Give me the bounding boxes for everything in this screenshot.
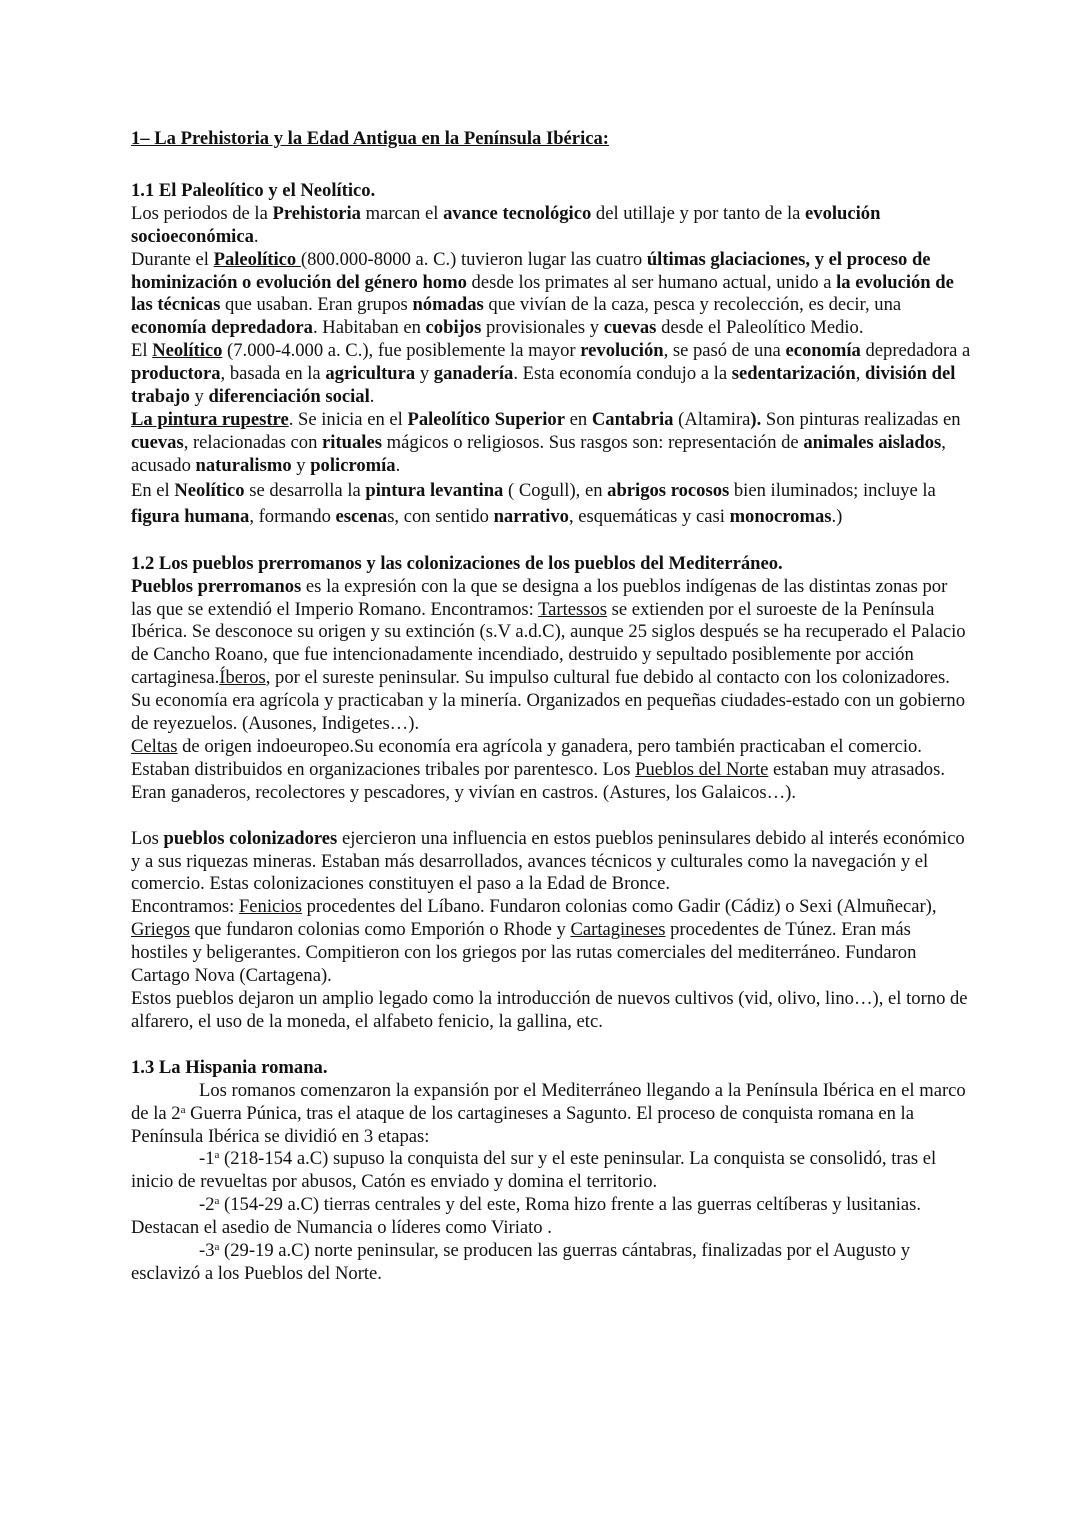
paragraph-pueblos-prerromanos: Pueblos prerromanos es la expresión con la que se designa a los pueblos indígenas de las distintas zonas por las que se extendió el Imperio Romano. Encontramos: Tartessos se extienden por el suroeste de la Península Ibérica. Se desconoce su origen y su extinción (s.V a.d.C), aunque 25 siglos después se ha recuperado el Palacio de Cancho Roano, que fue intencionadamente incendiado, destruido y sepultado posiblemente por acción cartaginesa.Íberos, por el sureste peninsular. Su impulso cultural fue debido al contacto con los colonizadores. Su economía era agrícola y practicaban y la minería. Organizados en pequeñas ciudades-estado con un gobierno de reyezuelos. (Ausones, Indigetes…). Celtas de origen indoeuropeo.Su economía era agrícola y ganadera, pero también practicaban el comercio. Estaban distribuidos en organizaciones tribales por parentesco. Los Pueblos del Norte estaban muy atrasados. Eran ganaderos, recolectores y pescadores, y vivían en castros. (Astures, los Galaicos…). [131, 575, 966, 803]
paragraph-hispania-romana: Los romanos comenzaron la expansión por el Mediterráneo llegando a la Península Ibérica en el marco de la 2$^a$ Guerra Púnica, tras el ataque de los cartagineses a Sagunto. El proceso de conquista romana en la Península Ibérica se dividió en 3 etapas: [131, 1079, 966, 1147]
paragraph-pintura-levantina: En el Neolítico se desarrolla la pintura levantina ( Cogull), en abrigos rocosos bien iluminados; incluye la figura humana, formando escenas, con sentido narrativo, esquemáticas y casi monocromas.) [131, 479, 936, 527]
section-heading-1-2: 1.2 Los pueblos prerromanos y las colonizaciones de los pueblos del Mediterráneo. [131, 552, 783, 574]
stage-3: -3$^a$ (29-19 a.C) norte peninsular, se producen las guerras cántabras, finalizadas por el Augusto y esclavizó a los Pueblos del Norte. [131, 1240, 911, 1284]
paragraph-pintura-rupestre: La pintura rupestre. Se inicia en el Paleolítico Superior en Cantabria (Altamira). Son pinturas realizadas en cuevas, relacionadas con rituales mágicos o religiosos. Sus rasgos son: representación de animales aislados, acusado naturalismo y policromía. [131, 408, 961, 476]
paragraph-paleolitico: Durante el Paleolítico (800.000-8000 a. C.) tuvieron lugar las cuatro últimas glaciaciones, y el proceso de hominización o evolución del género homo desde los primates al ser humano actual, unido a la evolución de las técnicas que usaban. Eran grupos nómadas que vivían de la caza, pesca y recolección, es decir, una economía depredadora. Habitaban en cobijos provisionales y cuevas desde el Paleolítico Medio. [131, 248, 954, 339]
paragraph-neolitico: El Neolítico (7.000-4.000 a. C.), fue posiblemente la mayor revolución, se pasó de una economía depredadora a productora, basada en la agricultura y ganadería. Esta economía condujo a la sedentarización, división del trabajo y diferenciación social. [131, 340, 971, 408]
document-title: 1– La Prehistoria y la Edad Antigua en la Península Ibérica: [131, 128, 609, 149]
paragraph-legado: Estos pueblos dejaron un amplio legado como la introducción de nuevos cultivos (vid, olivo, lino…), el torno de alfarero, el uso de la moneda, el alfabeto fenicio, la gallina, etc. [131, 988, 968, 1032]
section-heading-1-1: 1.1 El Paleolítico y el Neolítico. [131, 179, 376, 201]
paragraph-pueblos-colonizadores: Los pueblos colonizadores ejercieron una influencia en estos pueblos peninsulares debido al interés económico y a sus riquezas mineras. Estaban más desarrollados, avances técnicos y culturales como la navegación y el comercio. Estas colonizaciones constituyen el paso a la Edad de Bronce. Encontramos: Fenicios procedentes del Líbano. Fundaron colonias como Gadir (Cádiz) o Sexi (Almuñecar), Griegos que fundaron colonias como Emporión o Rhode y Cartagineses procedentes de Túnez. Eran más hostiles y beligerantes. Compitieron con los griegos por las rutas comerciales del mediterráneo. Fundaron Cartago Nova (Cartagena). [131, 827, 965, 987]
document-page [131, 128, 971, 1286]
paragraph-prehistoria: Los periodos de la Prehistoria marcan el avance tecnológico del utillaje y por tanto de la evolución socioeconómica. [131, 202, 881, 247]
section-heading-1-3: 1.3 La Hispania romana. [131, 1056, 328, 1078]
stage-2: -2$^a$ (154-29 a.C) tierras centrales y del este, Roma hizo frente a las guerras celtíberas y lusitanias. Destacan el asedio de Numancia o líderes como Viriato . [131, 1194, 922, 1239]
stage-1: -1$^a$ (218-154 a.C) supuso la conquista del sur y el este peninsular. La conquista se consolidó, tras el inicio de revueltas por abusos, Catón es enviado y domina el territorio. [131, 1148, 937, 1193]
